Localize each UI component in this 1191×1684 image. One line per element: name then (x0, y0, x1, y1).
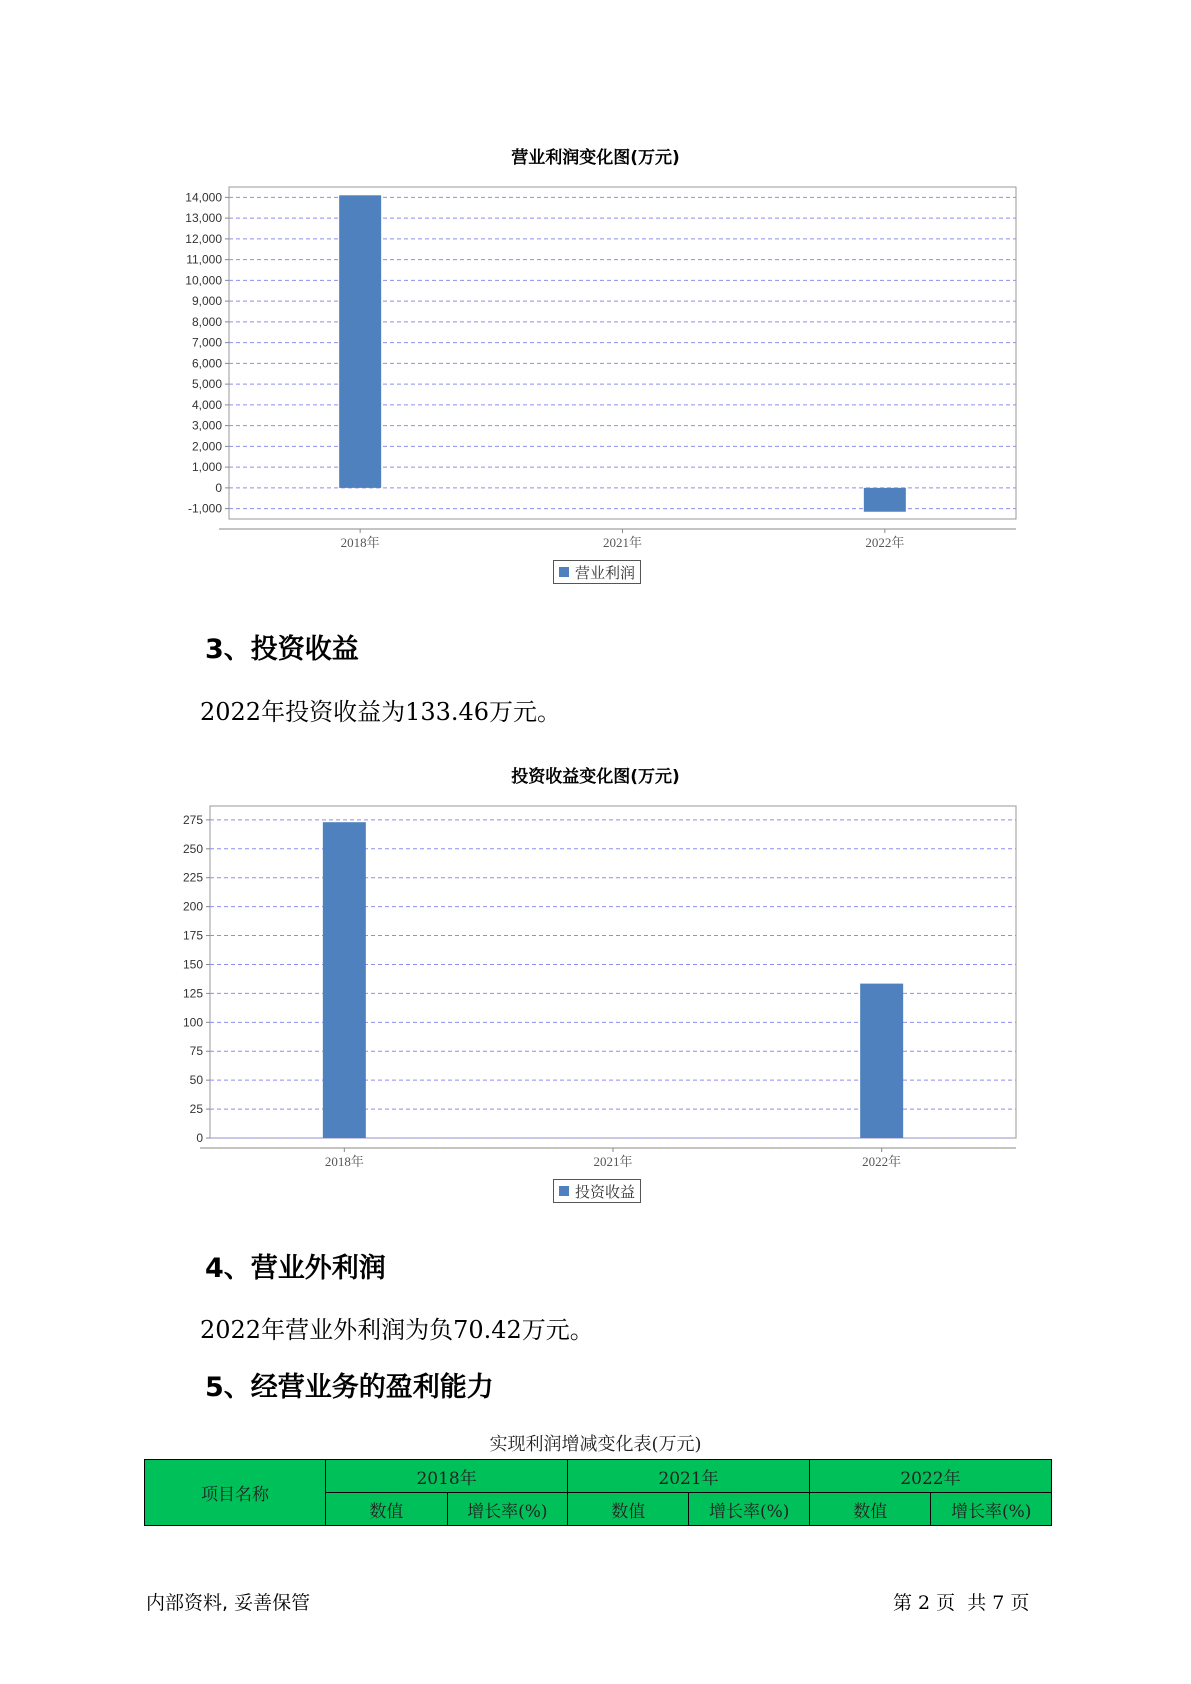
header-growth: 增长率(%) (447, 1493, 568, 1526)
y-tick-label: 250 (182, 841, 203, 856)
header-year: 2018年 (326, 1460, 568, 1493)
footer-confidential: 内部资料, 妥善保管 (146, 1592, 311, 1614)
legend-investment-income (553, 1179, 641, 1203)
table-caption: 实现利润增减变化表(万元) (489, 1434, 702, 1455)
x-tick-label: 2021年 (602, 535, 643, 550)
header-value: 数值 (568, 1493, 689, 1526)
y-tick-label: 10,000 (185, 273, 222, 288)
y-tick-label: 9,000 (191, 294, 222, 309)
y-tick-label: 100 (182, 1015, 203, 1030)
section-heading-investment-income: 3、投资收益 (205, 634, 359, 665)
y-tick-label: 7,000 (191, 335, 222, 350)
table-header-row-years (145, 1460, 1052, 1493)
legend-swatch (559, 1186, 569, 1196)
bar (860, 984, 903, 1138)
y-tick-label: 8,000 (191, 314, 222, 329)
y-tick-label: 125 (182, 986, 203, 1001)
header-growth: 增长率(%) (689, 1493, 810, 1526)
footer-page-number: 第 2 页 共 7 页 (893, 1592, 1030, 1614)
y-tick-label: 12,000 (185, 231, 222, 246)
y-tick-label: 0 (196, 1131, 203, 1145)
x-tick-label: 2021年 (593, 1154, 633, 1169)
y-tick-label: 50 (189, 1073, 203, 1088)
y-tick-label: 225 (182, 870, 203, 885)
y-tick-label: 4,000 (191, 397, 222, 412)
legend-label: 营业利润 (575, 563, 636, 582)
section-heading-non-operating-profit: 4、营业外利润 (205, 1253, 386, 1284)
chart-title-investment-income: 投资收益变化图(万元) (511, 767, 680, 787)
non-operating-profit-text: 2022年营业外利润为负70.42万元。 (200, 1316, 594, 1344)
header-value: 数值 (326, 1493, 447, 1526)
y-tick-label: 6,000 (191, 356, 222, 371)
y-tick-label: 275 (182, 812, 203, 827)
y-tick-label: 150 (182, 957, 203, 972)
header-item-name: 项目名称 (145, 1460, 326, 1526)
y-tick-label: 13,000 (185, 211, 222, 226)
x-tick-label: 2018年 (340, 535, 380, 550)
bar (323, 822, 366, 1138)
y-tick-label: 11,000 (186, 252, 222, 267)
x-tick-label: 2022年 (865, 535, 905, 550)
y-tick-label: 0 (215, 480, 222, 495)
y-tick-label: 175 (182, 928, 203, 943)
section-heading-profitability: 5、经营业务的盈利能力 (205, 1372, 494, 1403)
y-tick-label: -1,000 (187, 501, 222, 516)
y-tick-label: 1,000 (191, 460, 222, 475)
profit-change-table (144, 1459, 1052, 1526)
header-year: 2021年 (568, 1460, 810, 1493)
y-tick-label: 25 (189, 1102, 203, 1117)
x-tick-label: 2022年 (862, 1154, 902, 1169)
x-tick-label: 2018年 (324, 1154, 364, 1169)
y-tick-label: 75 (189, 1044, 203, 1059)
chart-title-operating-profit: 营业利润变化图(万元) (511, 148, 680, 168)
investment-income-text: 2022年投资收益为133.46万元。 (200, 698, 562, 726)
header-growth: 增长率(%) (931, 1493, 1052, 1526)
y-tick-label: 200 (182, 899, 203, 914)
y-tick-label: 2,000 (191, 439, 222, 454)
y-tick-label: 14,000 (185, 190, 222, 205)
header-year: 2022年 (809, 1460, 1051, 1493)
legend-label: 投资收益 (575, 1182, 636, 1201)
y-tick-label: 5,000 (191, 377, 222, 392)
y-tick-label: 3,000 (191, 418, 222, 433)
header-value: 数值 (809, 1493, 930, 1526)
